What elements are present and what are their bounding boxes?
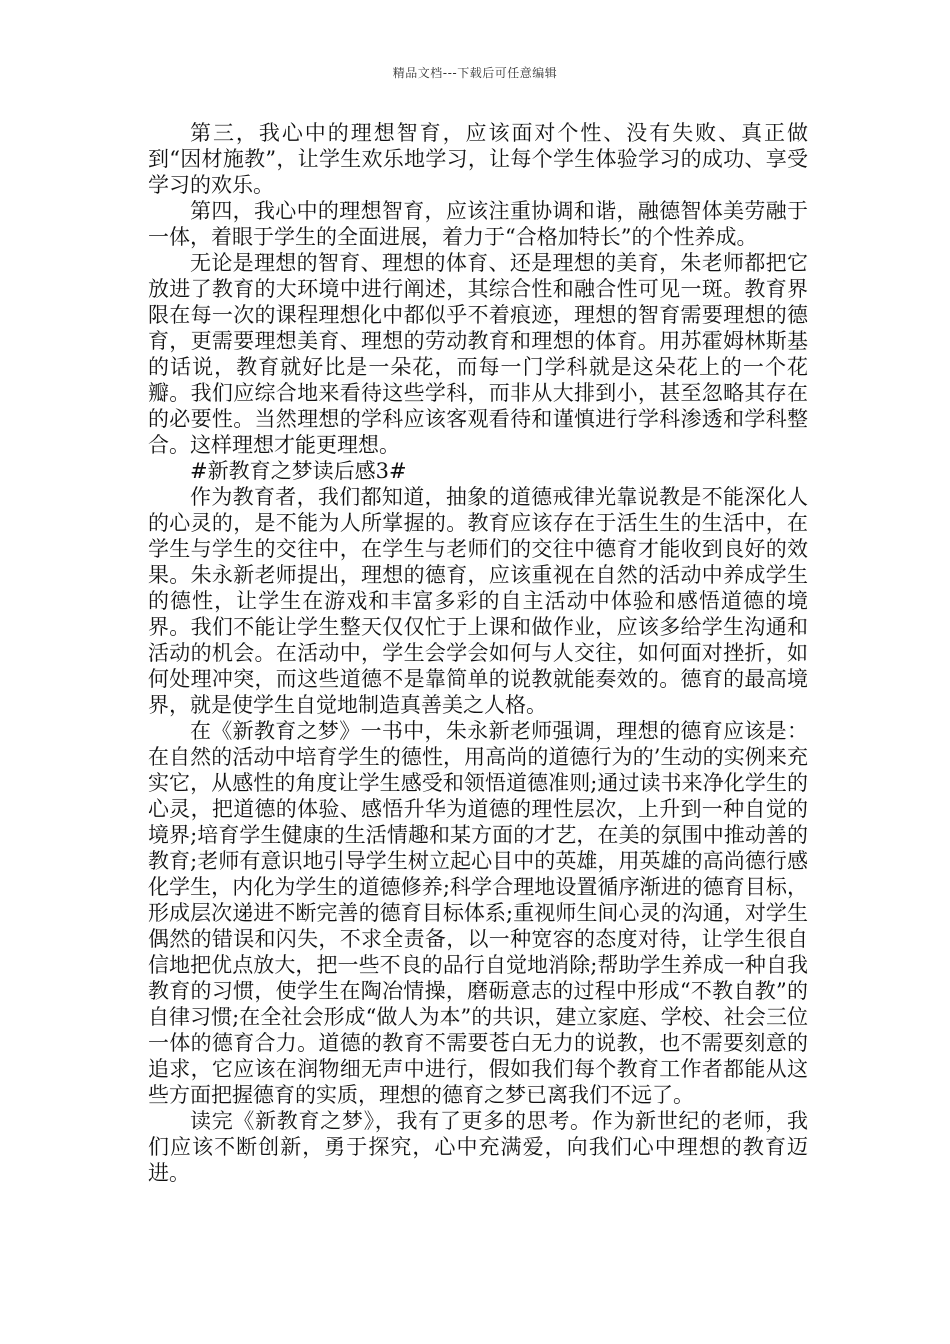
section-heading: #新教育之梦读后感3# [190,459,407,483]
paragraph-third-point: 第三，我心中的理想智育，应该面对个性、没有失败、真正做到“因材施教”，让学生欢乐地学习，让每个学生体验学习的成功、享受学习的欢乐。 [148,121,808,197]
paragraph-book-emphasis: 在《新教育之梦》一书中，朱永新老师强调，理想的德育应该是：在自然的活动中培育学生的德性，用高尚的道德行为的’生动的实例来充实它，从感性的角度让学生感受和领悟道德准则;通过读书来净化学生的心灵，把道德的体验、感悟升华为道德的理性层次，上升到一种自觉的境界;培育学生健康的生活情趣和某方面的才艺，在美的氛围中推动善的教育;老师有意识地引导学生树立起心目中的英雄，用英雄的高尚德行感化学生，内化为学生的道德修养;科学合理地设置循序渐进的德育目标，形成层次递进不断完善的德育目标体系;重视师生间心灵的沟通，对学生偶然的错误和闪失，不求全责备，以一种宽容的态度对待，让学生很自信地把优点放大，把一些不良的品行自觉地消除;帮助学生养成一种自我教育的习惯，使学生在陶冶情操，磨砺意志的过程中形成“不教自教”的自律习惯;在全社会形成“做人为本”的共识，建立家庭、学校、社会三位一体的德育合力。道德的教育不需要苍白无力的说教，也不需要刻意的追求，它应该在润物细无声中进行，假如我们每个教育工作者都能从这些方面把握德育的实质，理想的德育之梦已离我们不远了。 [148,719,808,1107]
paragraph-fourth-point: 第四，我心中的理想智育，应该注重协调和谐，融德智体美劳融于一体，着眼于学生的全面进展，着力于“合格加特长”的个性养成。 [148,199,808,249]
paragraph-conclusion: 读完《新教育之梦》，我有了更多的思考。作为新世纪的老师，我们应该不断创新，勇于探究，心中充满爱，向我们心中理想的教育迈进。 [148,1109,808,1185]
paragraph-educator: 作为教育者，我们都知道，抽象的道德戒律光靠说教是不能深化人的心灵的，是不能为人所掌握的。教育应该存在于活生生的生活中，在学生与学生的交往中，在学生与老师们的交往中德育才能收到良好的效果。朱永新老师提出，理想的德育，应该重视在自然的活动中养成学生的德性，让学生在游戏和丰富多彩的自主活动中体验和感悟道德的境界。我们不能让学生整天仅仅忙于上课和做作业，应该多给学生沟通和活动的机会。在活动中，学生会学会如何与人交往，如何面对挫折，如何处理冲突，而这些道德不是靠简单的说教就能奏效的。德育的最高境界，就是使学生自觉地制造真善美之人格。 [148,485,808,717]
paragraph-summary: 无论是理想的智育、理想的体育、还是理想的美育，朱老师都把它放进了教育的大环境中进行阐述，其综合性和融合性可见一斑。教育界限在每一次的课程理想化中都似乎不着痕迹，理想的智育需要理想的德育，更需要理想美育、理想的劳动教育和理想的体育。用苏霍姆林斯基的话说，教育就好比是一朵花，而每一门学科就是这朵花上的一个花瓣。我们应综合地来看待这些学科，而非从大排到小，甚至忽略其存在的必要性。当然理想的学科应该客观看待和谨慎进行学科渗透和学科整合。这样理想才能更理想。 [148,251,808,457]
document-body [148,120,808,1186]
page-header: 精品文档---下载后可任意编辑 [392,66,558,80]
